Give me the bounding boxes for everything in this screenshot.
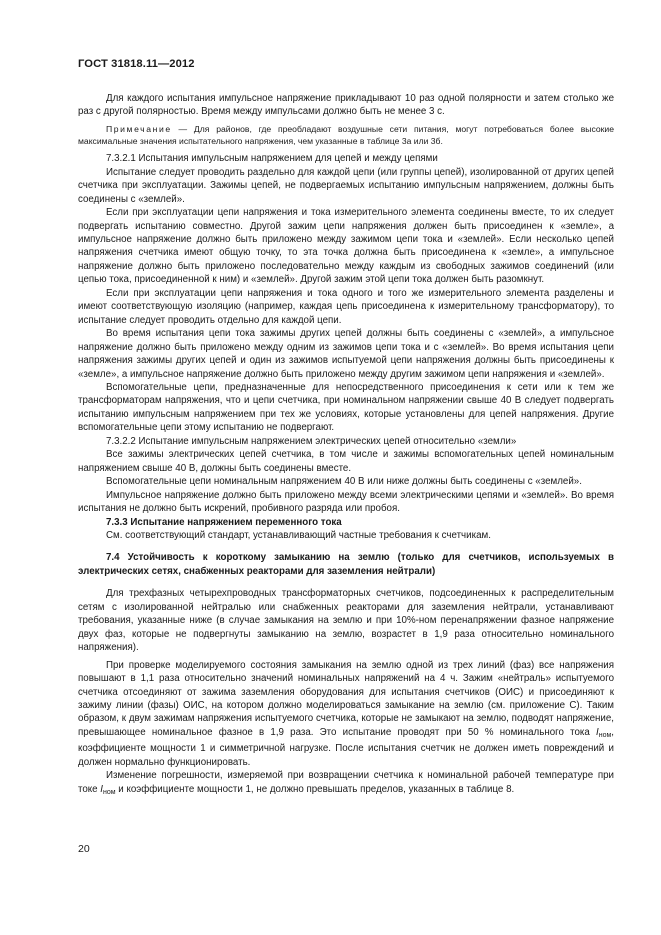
paragraph: Для трехфазных четырехпроводных трансформаторных счетчиков, подсоединенных к распределительным сетям с изолированной нейтралью или снабженных реакторами для заземления нейтрали, устанавливают требования, указанные ниже (в случае замыкания на землю и при 10%-ном перенапряжении фазное напряжение двух фаз, которые не подвергнуты замыканию на землю, возрастет в 1,9 раза относительно номинального напряжения). — [78, 588, 614, 654]
current-symbol: I — [100, 783, 104, 795]
section-7-3-3-title: 7.3.3 Испытание напряжением переменного тока — [106, 516, 342, 528]
note-label: Примечание — [106, 123, 172, 134]
paragraph: Испытание следует проводить раздельно для каждой цепи (или группы цепей), изолированной от других цепей счетчика при эксплуатации. Зажимы цепей, не подвергаемых испытанию импульсным напряжением, должны быть соединены с «землей». — [78, 166, 614, 205]
document-header: ГОСТ 31818.11—2012 — [78, 58, 195, 70]
paragraph: Если при эксплуатации цепи напряжения и тока измерительного элемента соединены вместе, то их следует подвергать испытанию совместно. Другой зажим цепи напряжения должен быть присоединен к «земле», а импульсное напряжение должно быть приложено между зажимом цепи тока и «землей». Если несколько цепей напряжения счетчика имеют общую точку, то эта точка должна быть присоединена к «земле», а импульсное напряжение должно быть приложено последовательно между каждым из свободных зажимов соединений (или цепью тока, присоединенной к ним) и «землей». Другой зажим этой цепи тока должен быть разомкнут. — [78, 207, 614, 286]
current-subscript: ном — [598, 731, 612, 739]
paragraph — [78, 769, 614, 799]
paragraph: Во время испытания цепи тока зажимы других цепей должны быть соединены с «землей», а импульсное напряжение должно быть приложено между одним из зажимов цепи тока и с «землей». Во время испытания цепи напряжения зажимы других цепей и один из зажимов испытуемой цепи напряжения должны быть присоединены к «земле», а импульсное напряжение должно быть приложено между другим зажимом цепи напряжения и «землей». — [78, 328, 614, 380]
paragraph: Все зажимы электрических цепей счетчика, в том числе и зажимы вспомогательных цепей номинальным напряжением свыше 40 В, должны быть соединены вместе. — [78, 449, 614, 474]
paragraph: Для каждого испытания импульсное напряжение прикладывают 10 раз одной полярности и затем столько же раз с другой полярностью. Время между импульсами должно быть не менее 3 с. — [78, 93, 614, 118]
paragraph: Вспомогательные цепи номинальным напряжением 40 В или ниже должны быть соединены с «землей». — [106, 476, 582, 488]
current-symbol: I — [595, 726, 599, 738]
paragraph: Вспомогательные цепи, предназначенные для непосредственного присоединения к сети или к тем же трансформаторам напряжения, что и цепи счетчика, при номинальном напряжении свыше 40 В следует подвергать испытанию импульсным напряжением при тех же условиях, которые установлены для цепей напряжения. Другие вспомогательные цепи этому испытанию не подвергают. — [78, 382, 614, 434]
paragraph-text: Изменение погрешности, измеряемой при возвращении счетчика к номинальной рабочей температуре при токе — [78, 770, 614, 795]
section-7-3-2-1-title: 7.3.2.1 Испытания импульсным напряжением для цепей и между цепями — [106, 153, 438, 165]
paragraph: См. соответствующий стандарт, устанавливающий частные требования к счетчикам. — [106, 530, 491, 541]
paragraph-text: и коэффициенте мощности 1, не должно превышать пределов, указанных в таблице 8. — [115, 783, 515, 795]
note-text: — Для районов, где преобладают воздушные сети питания, могут потребоваться более высокие максимальные значения испытательного напряжения, чем указанные в таблице 3а или 3б. — [78, 123, 614, 147]
section-7-4-title: 7.4 Устойчивость к короткому замыканию на землю (только для счетчиков, используемых в электрических сетях, снабженных реакторами для заземления нейтрали) — [78, 552, 614, 577]
paragraph: Импульсное напряжение должно быть приложено между всеми электрическими цепями и «землей». Во время испытания не должно быть искрений, пробивного разряда или пробоя. — [78, 489, 614, 515]
section-7-3-2-2-title: 7.3.2.2 Испытание импульсным напряжением электрических цепей относительно «земли» — [106, 435, 517, 447]
paragraph-text: При проверке моделируемого состояния замыкания на землю одной из трех линий (фаз) все напряжения повышают в 1,1 раза относительно значений номинальных напряжений на 4 ч. Зажим «нейтраль» испытуемого счетчика отсоединяют от зажима заземления оборудования для испытания счетчиков (ОИС) и присоединяют к зажиму линии (фазы) ОИС, на котором должно моделироваться замыкание на землю (см. приложение С). Таким образом, к двум зажимам напряжения испытуемого счетчика, которые не замыкают на землю, подводят напряжение, превышающее номинальное фазное в 1,9 раза. Это испытание проводят при 50 % номинального тока — [78, 659, 614, 738]
paragraph-text: , коэффициенте мощности 1 и симметричной нагрузке. После испытания счетчик не должен иметь повреждений и должен нормально функционировать. — [78, 726, 614, 768]
paragraph — [78, 659, 614, 770]
note — [78, 123, 614, 147]
document-body — [78, 92, 614, 799]
paragraph: Если при эксплуатации цепи напряжения и тока одного и того же измерительного элемента разделены и имеют соответствующую изоляцию (например, каждая цепь присоединена к измерительному трансформатору), то испытание следует проводить отдельно для каждой цепи. — [78, 287, 614, 326]
page-number: 20 — [78, 843, 90, 855]
current-subscript: ном — [103, 788, 116, 796]
